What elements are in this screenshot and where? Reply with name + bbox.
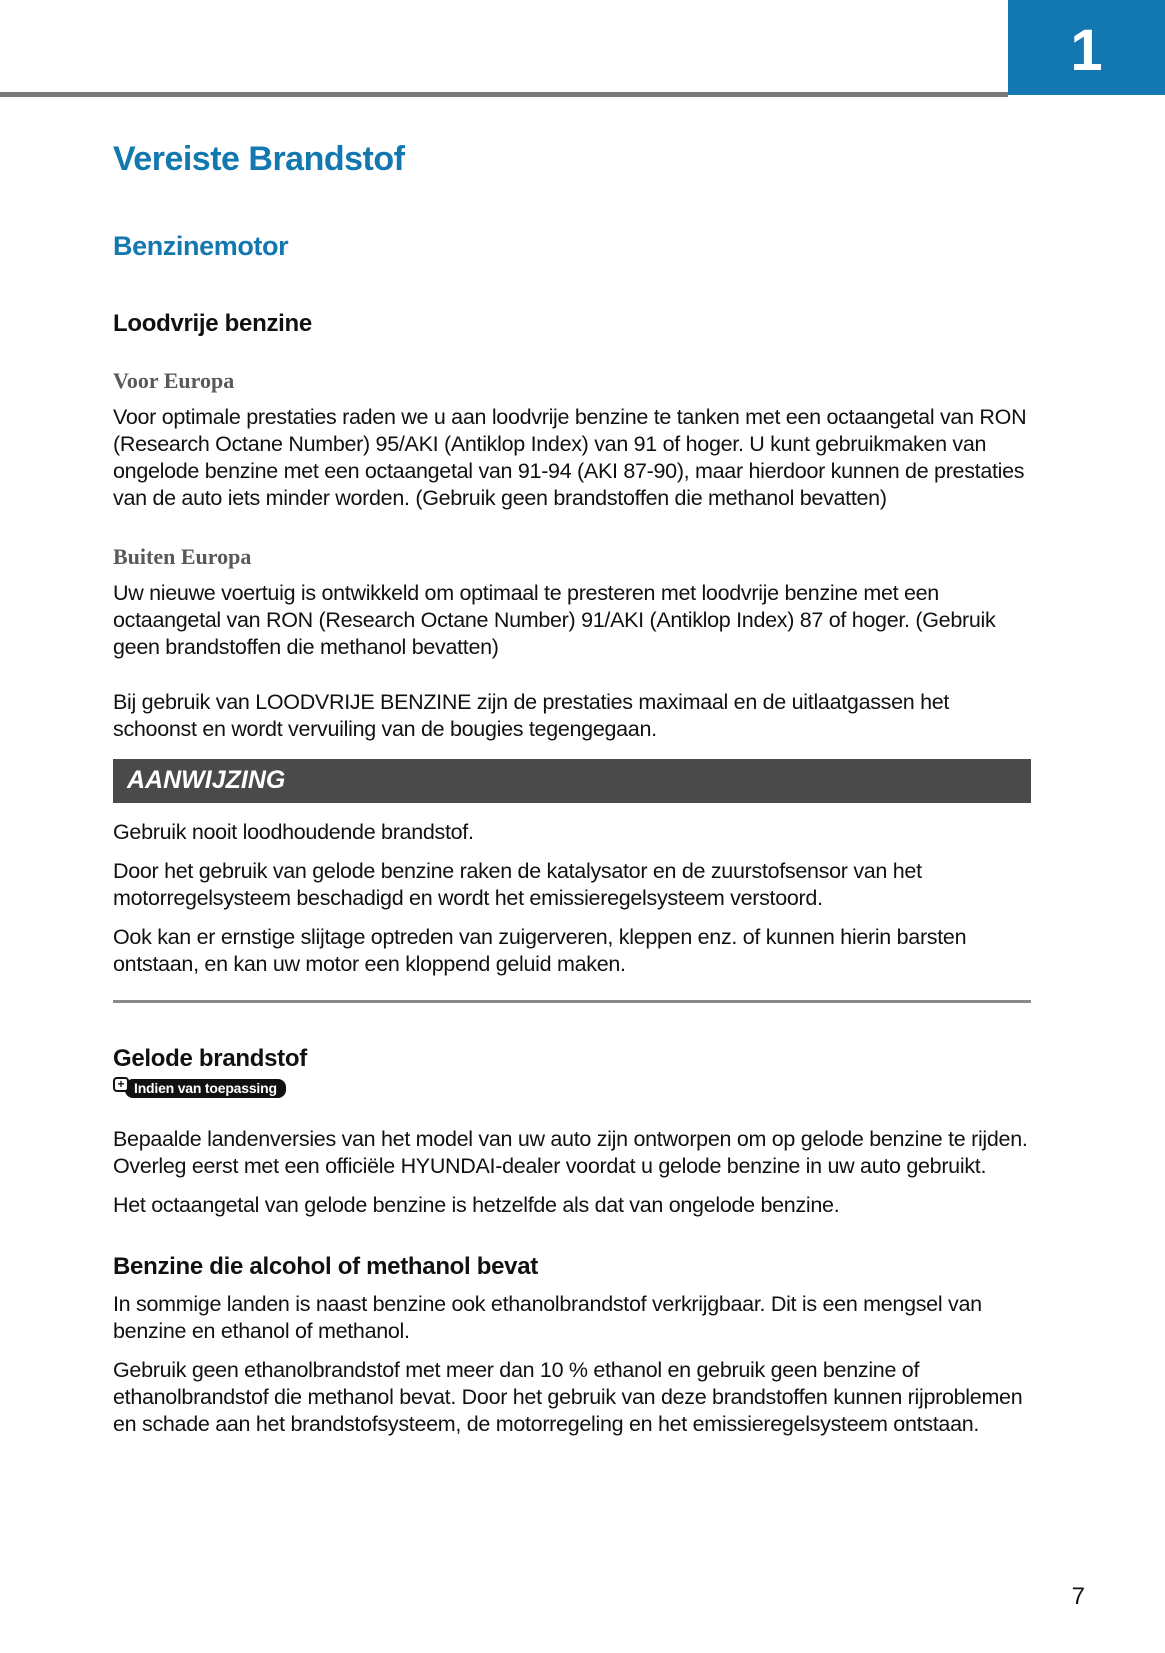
notice-paragraph-3: Ook kan er ernstige slijtage optreden van zuigerveren, kleppen enz. of kunnen hierin barsten ontstaan, en kan uw motor een kloppend geluid maken. (113, 925, 967, 976)
paragraph-buiten-europa: Uw nieuwe voertuig is ontwikkeld om optimaal te presteren met loodvrije benzine met een octaangetal van RON (Research Octane Number) 91/AKI (Antiklop Index) 87 of hoger. (Gebruik geen brandstoffen die methanol bevatten) (113, 581, 996, 659)
paragraph-alcohol-1: In sommige landen is naast benzine ook ethanolbrandstof verkrijgbaar. Dit is een mengsel van benzine en ethanol of methanol. (113, 1292, 982, 1343)
subsection-title-gelode-brandstof: Gelode brandstof (113, 1045, 307, 1072)
spacer (113, 673, 1031, 689)
notice-banner-label: AANWIJZING (127, 766, 286, 794)
if-applicable-badge (113, 1079, 286, 1098)
paragraph-alcohol-2: Gebruik geen ethanolbrandstof met meer dan 10 % ethanol en gebruik geen benzine of ethanolbrandstof die methanol bevat. Door het gebruik van deze brandstoffen kunnen rijproblemen en schade aan het brandstofsysteem, de motorregeling en het emissieregelsysteem ontstaan. (113, 1358, 1023, 1436)
header-rule (0, 92, 1008, 97)
subheading-buiten-europa: Buiten Europa (113, 544, 252, 569)
subsection-title-loodvrije-benzine: Loodvrije benzine (113, 310, 312, 337)
plus-icon: + (113, 1077, 129, 1092)
section-title-benzinemotor: Benzinemotor (113, 231, 289, 261)
subheading-voor-europa: Voor Europa (113, 368, 235, 393)
page-content (113, 140, 1031, 1450)
notice-paragraph-2: Door het gebruik van gelode benzine raken de katalysator en de zuurstofsensor van het motorregelsysteem beschadigd en wordt het emissieregelsysteem verstoord. (113, 859, 922, 910)
spacer (113, 1231, 1031, 1253)
spacer (113, 1003, 1031, 1045)
page-title: Vereiste Brandstof (113, 140, 405, 178)
spacer (113, 524, 1031, 544)
if-applicable-label: Indien van toepassing (125, 1079, 286, 1098)
paragraph-gelode-2: Het octaangetal van gelode benzine is hetzelfde als dat van ongelode benzine. (113, 1193, 840, 1217)
page-number: 7 (1071, 1583, 1085, 1610)
paragraph-gelode-1: Bepaalde landenversies van het model van uw auto zijn ontworpen om op gelode benzine te rijden. Overleg eerst met een officiële HYUNDAI-dealer voordat u gelode benzine in uw auto gebruikt. (113, 1127, 1028, 1178)
chapter-number: 1 (1070, 18, 1103, 83)
paragraph-voor-europa: Voor optimale prestaties raden we u aan loodvrije benzine te tanken met een octaangetal van RON (Research Octane Number) 95/AKI (Antiklop Index) van 91 of hoger. U kunt gebruikmaken van ongelode benzine met een octaangetal van 91-94 (AKI 87-90), maar hierdoor kunnen de prestaties van de auto iets minder worden. (Gebruik geen brandstoffen die methanol bevatten) (113, 405, 1027, 510)
notice-banner (113, 759, 1031, 803)
notice-paragraph-1: Gebruik nooit loodhoudende brandstof. (113, 820, 474, 844)
subsection-title-benzine-alcohol: Benzine die alcohol of methanol bevat (113, 1253, 538, 1280)
paragraph-loodvrije-voordeel: Bij gebruik van LOODVRIJE BENZINE zijn de prestaties maximaal en de uitlaatgassen het schoonst en wordt vervuiling van de bougies tegengegaan. (113, 690, 950, 741)
chapter-number-tab (1008, 0, 1165, 95)
